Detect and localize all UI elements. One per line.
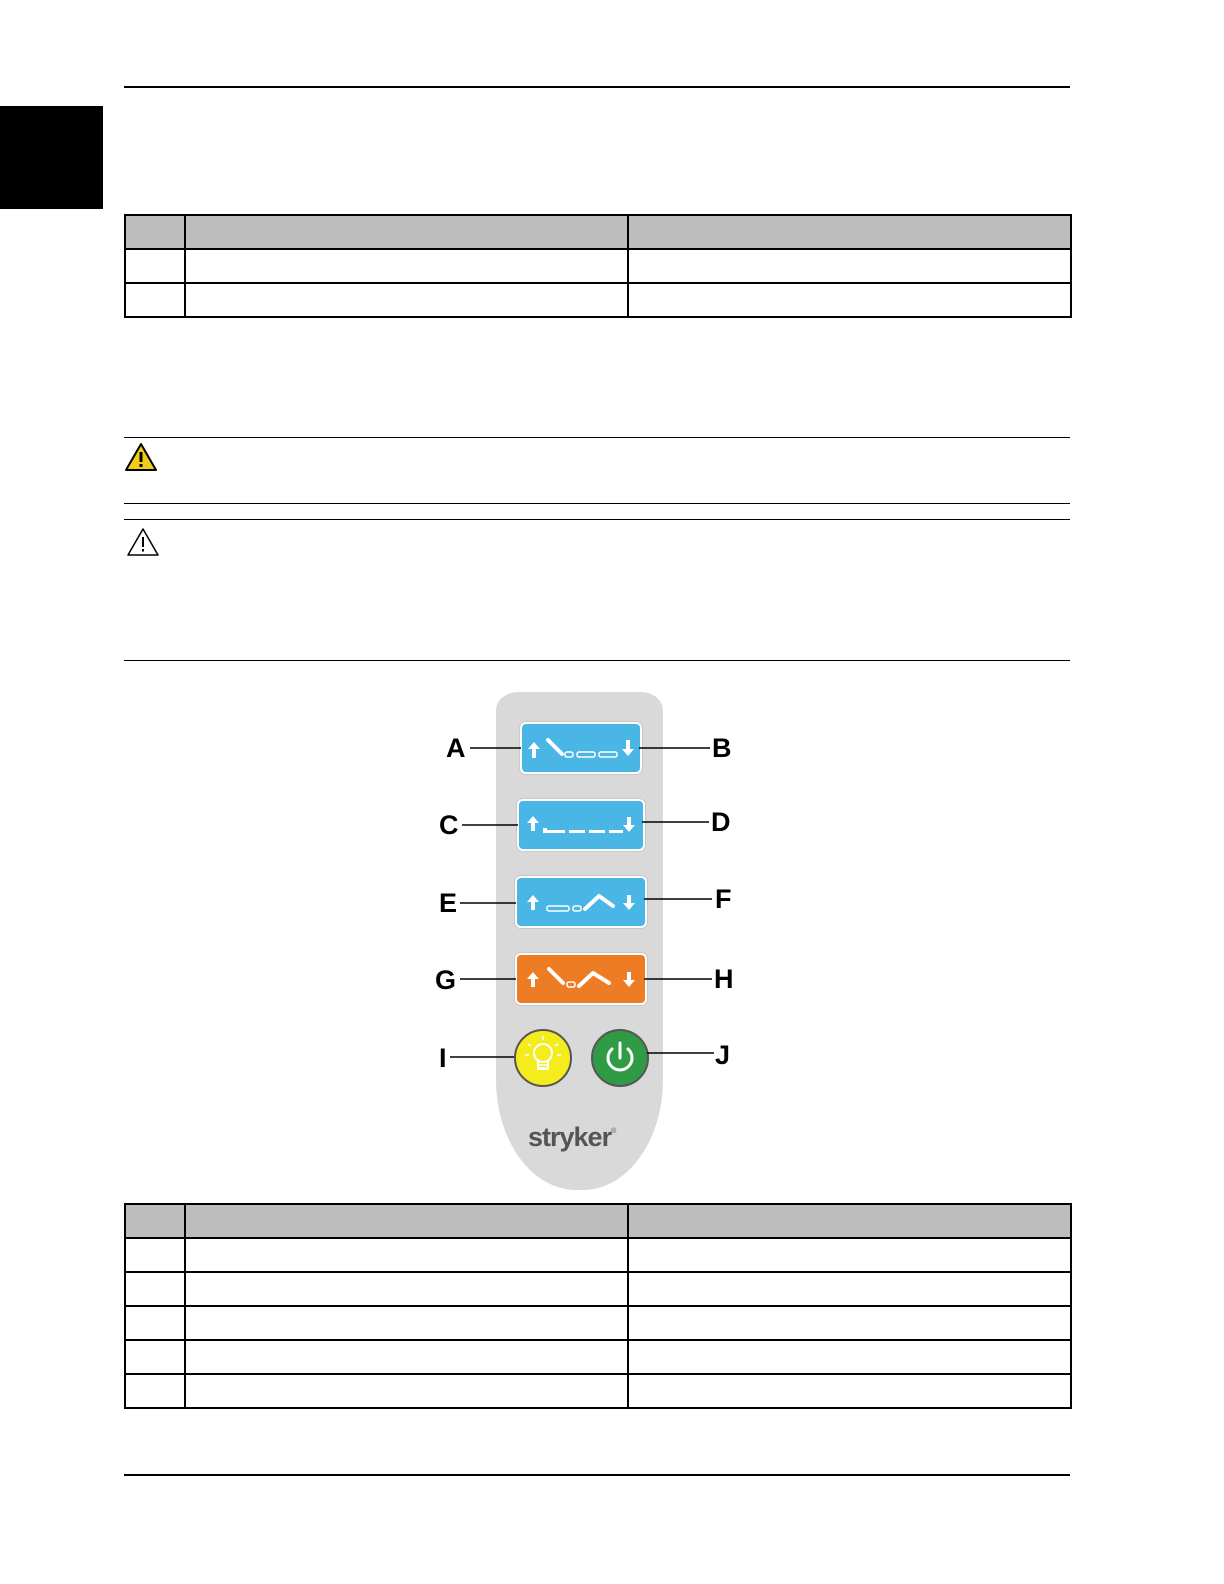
callout-c: C — [439, 810, 459, 840]
callout-a: A — [446, 733, 466, 763]
table-row — [125, 1238, 1071, 1272]
table-row — [125, 1374, 1071, 1408]
spec-table-2 — [124, 1203, 1072, 1409]
callout-d: D — [711, 807, 731, 837]
table-row — [125, 1272, 1071, 1306]
callout-e: E — [439, 888, 458, 918]
callout-f: F — [715, 884, 732, 914]
table-row — [125, 1306, 1071, 1340]
table-header-row — [125, 1204, 1071, 1238]
callout-j: J — [715, 1040, 731, 1070]
callout-h: H — [714, 964, 734, 994]
stryker-logo: stryker® — [528, 1122, 616, 1152]
callout-g: G — [435, 965, 457, 995]
table-row — [125, 1340, 1071, 1374]
callout-i: I — [439, 1043, 447, 1073]
footer-rule — [124, 1474, 1070, 1476]
callout-b: B — [712, 733, 732, 763]
